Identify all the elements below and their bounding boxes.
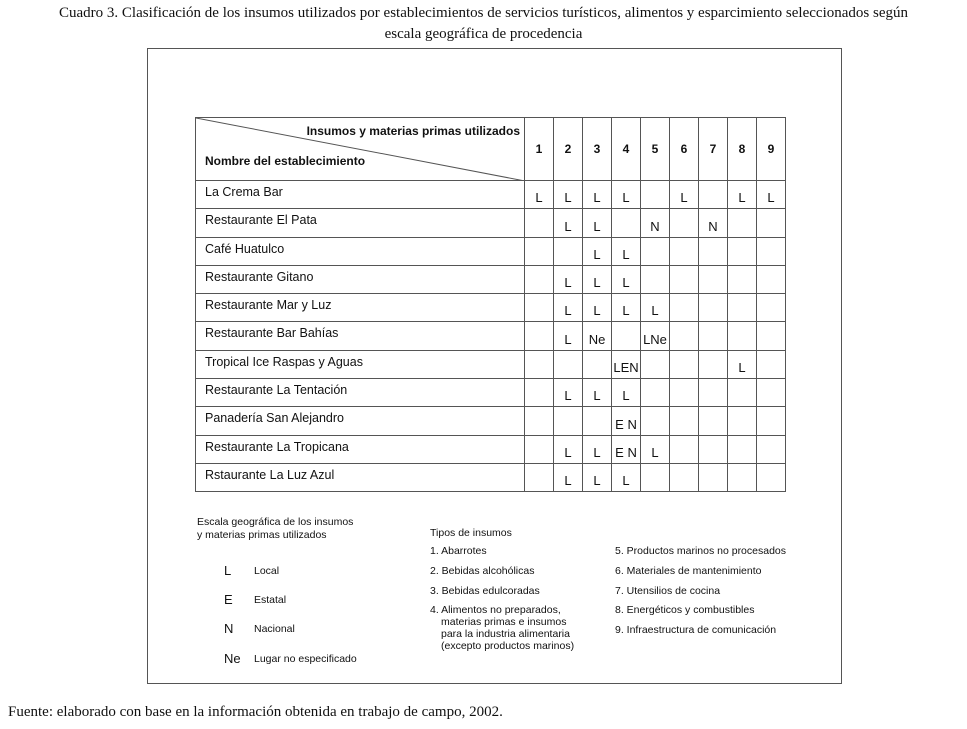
scale-cell	[699, 181, 728, 209]
source-footnote: Fuente: elaborado con base en la información obtenida en trabajo de campo, 2002.	[8, 704, 503, 720]
input-type-item-4-line: para la industria alimentaria	[441, 628, 570, 640]
legend-symbol-label: Local	[254, 565, 280, 577]
establishment-name: Café Huatulco	[196, 237, 525, 265]
scale-cell	[554, 407, 583, 435]
scale-cell: L	[583, 463, 612, 491]
column-header-7: 7	[699, 118, 728, 181]
table-row	[196, 294, 786, 322]
scale-cell	[670, 322, 699, 350]
scale-cell	[583, 407, 612, 435]
scale-cell	[757, 350, 786, 378]
scale-cell	[525, 237, 554, 265]
scale-cell	[728, 407, 757, 435]
scale-cell	[699, 463, 728, 491]
scale-cell: L	[641, 294, 670, 322]
scale-cell	[728, 209, 757, 237]
scale-cell: L	[554, 181, 583, 209]
scale-cell: L	[554, 463, 583, 491]
column-header-8: 8	[728, 118, 757, 181]
table-row	[196, 209, 786, 237]
establishment-name: Restaurante La Tropicana	[196, 435, 525, 463]
scale-cell	[757, 463, 786, 491]
scale-cell: L	[612, 265, 641, 293]
scale-cell	[699, 265, 728, 293]
scale-cell	[641, 379, 670, 407]
scale-cell	[670, 350, 699, 378]
establishment-name: Restaurante Mar y Luz	[196, 294, 525, 322]
scale-cell: L	[612, 463, 641, 491]
scale-cell: L	[612, 294, 641, 322]
scale-cell	[670, 463, 699, 491]
input-type-item: 1. Abarrotes	[430, 545, 487, 557]
scale-cell	[641, 350, 670, 378]
input-type-item: 7. Utensilios de cocina	[615, 585, 721, 597]
scale-cell	[757, 379, 786, 407]
scale-cell	[757, 322, 786, 350]
scale-cell	[670, 237, 699, 265]
scale-cell	[699, 407, 728, 435]
classification-table	[195, 117, 786, 492]
scale-cell	[612, 322, 641, 350]
table-row	[196, 181, 786, 209]
scale-cell: L	[612, 181, 641, 209]
legend-symbol-label: Estatal	[254, 594, 287, 606]
establishment-name: Restaurante La Tentación	[196, 379, 525, 407]
scale-cell	[525, 350, 554, 378]
scale-cell	[583, 350, 612, 378]
scale-cell	[670, 435, 699, 463]
column-header-9: 9	[757, 118, 786, 181]
legend-types-title: Tipos de insumos	[430, 527, 512, 539]
scale-cell	[525, 294, 554, 322]
scale-cell	[728, 379, 757, 407]
scale-cell	[757, 407, 786, 435]
scale-cell	[525, 265, 554, 293]
establishment-name: Panadería San Alejandro	[196, 407, 525, 435]
scale-cell: L	[728, 350, 757, 378]
scale-cell: L	[554, 265, 583, 293]
scale-cell	[670, 379, 699, 407]
establishment-name: La Crema Bar	[196, 181, 525, 209]
scale-cell	[699, 379, 728, 407]
input-type-item: 6. Materiales de mantenimiento	[615, 565, 762, 577]
scale-cell	[525, 209, 554, 237]
scale-cell	[554, 237, 583, 265]
scale-cell: N	[641, 209, 670, 237]
table-row	[196, 237, 786, 265]
input-type-item-4-line: 4. Alimentos no preparados,	[430, 604, 561, 616]
scale-cell	[612, 209, 641, 237]
scale-cell	[699, 237, 728, 265]
scale-cell	[699, 350, 728, 378]
scale-cell: L	[583, 379, 612, 407]
scale-cell	[525, 435, 554, 463]
input-type-item: 5. Productos marinos no procesados	[615, 545, 787, 557]
diagonal-header-cell	[196, 118, 525, 181]
scale-cell: LEN	[612, 350, 641, 378]
table-header-row	[196, 118, 786, 181]
scale-cell	[670, 407, 699, 435]
table-row	[196, 265, 786, 293]
input-type-item: 3. Bebidas edulcoradas	[430, 585, 540, 597]
scale-cell: L	[670, 181, 699, 209]
column-header-3: 3	[583, 118, 612, 181]
scale-cell	[728, 237, 757, 265]
scale-cell	[525, 463, 554, 491]
scale-cell: LNe	[641, 322, 670, 350]
scale-cell	[757, 265, 786, 293]
table-row	[196, 463, 786, 491]
establishment-name: Restaurante El Pata	[196, 209, 525, 237]
caption-line-1: Cuadro 3. Clasificación de los insumos utilizados por establecimientos de servicios turísticos, alimentos y esparcimiento seleccionados según	[59, 5, 908, 21]
table-caption	[0, 3, 967, 45]
scale-cell: L	[583, 435, 612, 463]
table-row	[196, 407, 786, 435]
scale-cell	[757, 237, 786, 265]
scale-cell: L	[583, 294, 612, 322]
legend-symbol: E	[224, 592, 233, 607]
legend-scale-title	[197, 516, 353, 542]
scale-cell	[757, 209, 786, 237]
scale-cell: L	[612, 237, 641, 265]
scale-cell	[728, 294, 757, 322]
scale-cell: Ne	[583, 322, 612, 350]
scale-cell: L	[612, 379, 641, 407]
input-type-item: 8. Energéticos y combustibles	[615, 604, 755, 616]
establishment-name: Tropical Ice Raspas y Aguas	[196, 350, 525, 378]
scale-cell	[728, 322, 757, 350]
input-type-item: 2. Bebidas alcohólicas	[430, 565, 535, 577]
establishment-name: Restaurante Bar Bahías	[196, 322, 525, 350]
legend-symbol: Ne	[224, 651, 241, 666]
scale-cell	[670, 265, 699, 293]
legend-scale-title-line-2: y materias primas utilizados	[197, 529, 327, 541]
scale-cell	[554, 350, 583, 378]
scale-cell	[641, 407, 670, 435]
scale-cell: L	[554, 435, 583, 463]
column-header-1: 1	[525, 118, 554, 181]
scale-cell	[670, 294, 699, 322]
scale-cell: L	[554, 209, 583, 237]
scale-cell: N	[699, 209, 728, 237]
table-row	[196, 350, 786, 378]
legend-scale-title-line-1: Escala geográfica de los insumos	[197, 516, 354, 528]
column-header-2: 2	[554, 118, 583, 181]
legend-symbol: N	[224, 621, 234, 636]
scale-cell: E N	[612, 435, 641, 463]
scale-cell	[641, 463, 670, 491]
scale-cell	[641, 265, 670, 293]
input-type-item-4-line: (excepto productos marinos)	[441, 640, 575, 652]
scale-cell: L	[583, 237, 612, 265]
scale-cell: L	[757, 181, 786, 209]
scale-cell: L	[728, 181, 757, 209]
table-row	[196, 435, 786, 463]
caption-line-2: escala geográfica de procedencia	[384, 26, 583, 42]
legend-symbol-label: Nacional	[254, 623, 295, 635]
scale-cell	[699, 322, 728, 350]
scale-cell	[699, 294, 728, 322]
scale-cell: L	[554, 379, 583, 407]
scale-cell	[728, 435, 757, 463]
scale-cell: L	[554, 322, 583, 350]
scale-cell	[757, 294, 786, 322]
legend-symbol-label: Lugar no especificado	[254, 653, 357, 665]
scale-cell: L	[554, 294, 583, 322]
scale-cell	[670, 209, 699, 237]
column-header-6: 6	[670, 118, 699, 181]
scale-cell	[525, 322, 554, 350]
establishment-name: Rstaurante La Luz Azul	[196, 463, 525, 491]
header-inputs-label: Insumos y materias primas utilizados	[306, 124, 520, 138]
header-establishment-label: Nombre del establecimiento	[205, 154, 366, 168]
scale-cell	[641, 181, 670, 209]
scale-cell	[525, 407, 554, 435]
scale-cell	[757, 435, 786, 463]
input-type-item-4-line: materias primas e insumos	[441, 616, 567, 628]
scale-cell	[699, 435, 728, 463]
scale-cell	[728, 463, 757, 491]
column-header-5: 5	[641, 118, 670, 181]
establishment-name: Restaurante Gitano	[196, 265, 525, 293]
scale-cell: L	[583, 265, 612, 293]
legend-symbol: L	[224, 563, 232, 578]
scale-cell	[641, 237, 670, 265]
scale-cell: L	[641, 435, 670, 463]
scale-cell	[525, 379, 554, 407]
input-type-item: 9. Infraestructura de comunicación	[615, 624, 777, 636]
scale-cell	[728, 265, 757, 293]
table-row	[196, 322, 786, 350]
scale-cell: L	[583, 209, 612, 237]
scale-cell: L	[525, 181, 554, 209]
scale-cell: L	[583, 181, 612, 209]
scale-cell: E N	[612, 407, 641, 435]
column-header-4: 4	[612, 118, 641, 181]
table-row	[196, 379, 786, 407]
